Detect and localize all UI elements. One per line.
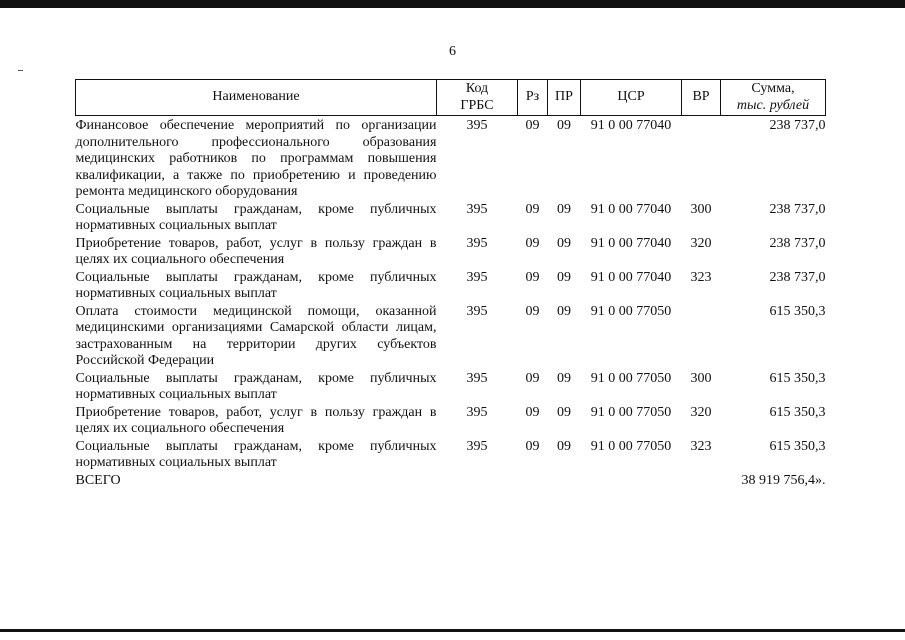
row-name: Оплата стоимости медицинской помощи, оказанной медицинскими организациями Самарской области лицам, застрахованным на территории других субъектов Российской Федерации xyxy=(75,303,437,368)
scan-top-border xyxy=(0,0,905,8)
budget-table xyxy=(75,79,826,489)
row-vr: 323 xyxy=(690,269,712,285)
row-rz: 09 xyxy=(525,201,540,217)
row-grbs: 395 xyxy=(466,303,488,319)
row-sum: 238 737,0 xyxy=(769,235,826,251)
row-pr: 09 xyxy=(557,303,571,319)
table-row xyxy=(76,438,826,472)
row-sum: 615 350,3 xyxy=(769,404,826,420)
row-csr: 91 0 00 77040 xyxy=(590,269,672,285)
row-grbs: 395 xyxy=(466,438,488,454)
row-name: Социальные выплаты гражданам, кроме публичных нормативных социальных выплат xyxy=(75,201,437,233)
row-pr: 09 xyxy=(557,438,571,454)
table-header-row xyxy=(76,80,826,116)
row-pr: 09 xyxy=(557,118,571,133)
row-rz: 09 xyxy=(525,303,540,319)
row-sum: 615 350,3 xyxy=(769,303,826,319)
row-rz: 09 xyxy=(525,235,540,251)
row-sum: 238 737,0 xyxy=(769,269,826,285)
row-sum: 238 737,0 xyxy=(769,118,826,133)
row-vr: 320 xyxy=(690,404,712,420)
row-csr: 91 0 00 77040 xyxy=(590,235,672,251)
row-rz: 09 xyxy=(525,269,540,285)
row-csr: 91 0 00 77050 xyxy=(590,370,672,386)
row-name: Приобретение товаров, работ, услуг в пользу граждан в целях их социального обеспечения xyxy=(75,404,437,436)
row-rz: 09 xyxy=(525,370,540,386)
header-pr: ПР xyxy=(548,80,581,116)
row-sum: 238 737,0 xyxy=(769,201,826,217)
row-rz: 09 xyxy=(525,438,540,454)
table-row xyxy=(76,404,826,438)
row-csr: 91 0 00 77050 xyxy=(590,438,672,454)
page-number: 6 xyxy=(449,44,456,59)
table-row xyxy=(76,201,826,235)
row-pr: 09 xyxy=(557,235,571,251)
row-grbs: 395 xyxy=(466,404,488,420)
table-row xyxy=(76,235,826,269)
header-name: Наименование xyxy=(76,80,437,116)
row-sum: 615 350,3 xyxy=(769,438,826,454)
scan-mark xyxy=(18,70,23,71)
header-grbs xyxy=(437,80,518,116)
row-name: Приобретение товаров, работ, услуг в пользу граждан в целях их социального обеспечения xyxy=(75,235,437,267)
row-rz: 09 xyxy=(525,404,540,420)
row-grbs: 395 xyxy=(466,269,488,285)
row-csr: 91 0 00 77040 xyxy=(590,201,672,217)
row-grbs: 395 xyxy=(466,118,488,133)
header-rz: Рз xyxy=(518,80,548,116)
header-grbs-line1: Код xyxy=(465,81,489,96)
row-vr: 323 xyxy=(690,438,712,454)
row-pr: 09 xyxy=(557,370,571,386)
total-label: ВСЕГО xyxy=(75,472,121,488)
header-grbs-line2: ГРБС xyxy=(460,97,494,113)
header-sum xyxy=(721,80,826,116)
row-rz: 09 xyxy=(525,118,540,133)
row-vr xyxy=(682,303,721,370)
table-row xyxy=(76,370,826,404)
row-name: Социальные выплаты гражданам, кроме публичных нормативных социальных выплат xyxy=(75,438,437,470)
header-vr: ВР xyxy=(682,80,721,116)
row-grbs: 395 xyxy=(466,235,488,251)
row-name: Социальные выплаты гражданам, кроме публичных нормативных социальных выплат xyxy=(75,269,437,301)
total-sum: 38 919 756,4». xyxy=(741,472,826,488)
row-pr: 09 xyxy=(557,404,571,420)
header-sum-line1: Сумма, xyxy=(751,81,795,96)
row-pr: 09 xyxy=(557,201,571,217)
row-vr: 320 xyxy=(690,235,712,251)
row-name: Социальные выплаты гражданам, кроме публичных нормативных социальных выплат xyxy=(75,370,437,402)
row-grbs: 395 xyxy=(466,201,488,217)
header-csr: ЦСР xyxy=(581,80,682,116)
row-vr: 300 xyxy=(690,370,712,386)
row-pr: 09 xyxy=(557,269,571,285)
row-vr xyxy=(682,116,721,201)
row-sum: 615 350,3 xyxy=(769,370,826,386)
scan-bottom-border xyxy=(0,629,905,632)
row-grbs: 395 xyxy=(466,370,488,386)
row-csr: 91 0 00 77040 xyxy=(590,118,672,133)
row-csr: 91 0 00 77050 xyxy=(590,303,672,319)
table-row xyxy=(76,269,826,303)
row-csr: 91 0 00 77050 xyxy=(590,404,672,420)
header-sum-line2: тыс. рублей xyxy=(736,97,810,113)
row-vr: 300 xyxy=(690,201,712,217)
row-name: Финансовое обеспечение мероприятий по организации дополнительного профессионального образования медицинских работников по программам повышения квалификации, а также по приобретению и проведению ремонта медицинского оборудования xyxy=(75,118,437,199)
table-row xyxy=(76,116,826,201)
table-row xyxy=(76,303,826,370)
total-row xyxy=(76,472,826,490)
